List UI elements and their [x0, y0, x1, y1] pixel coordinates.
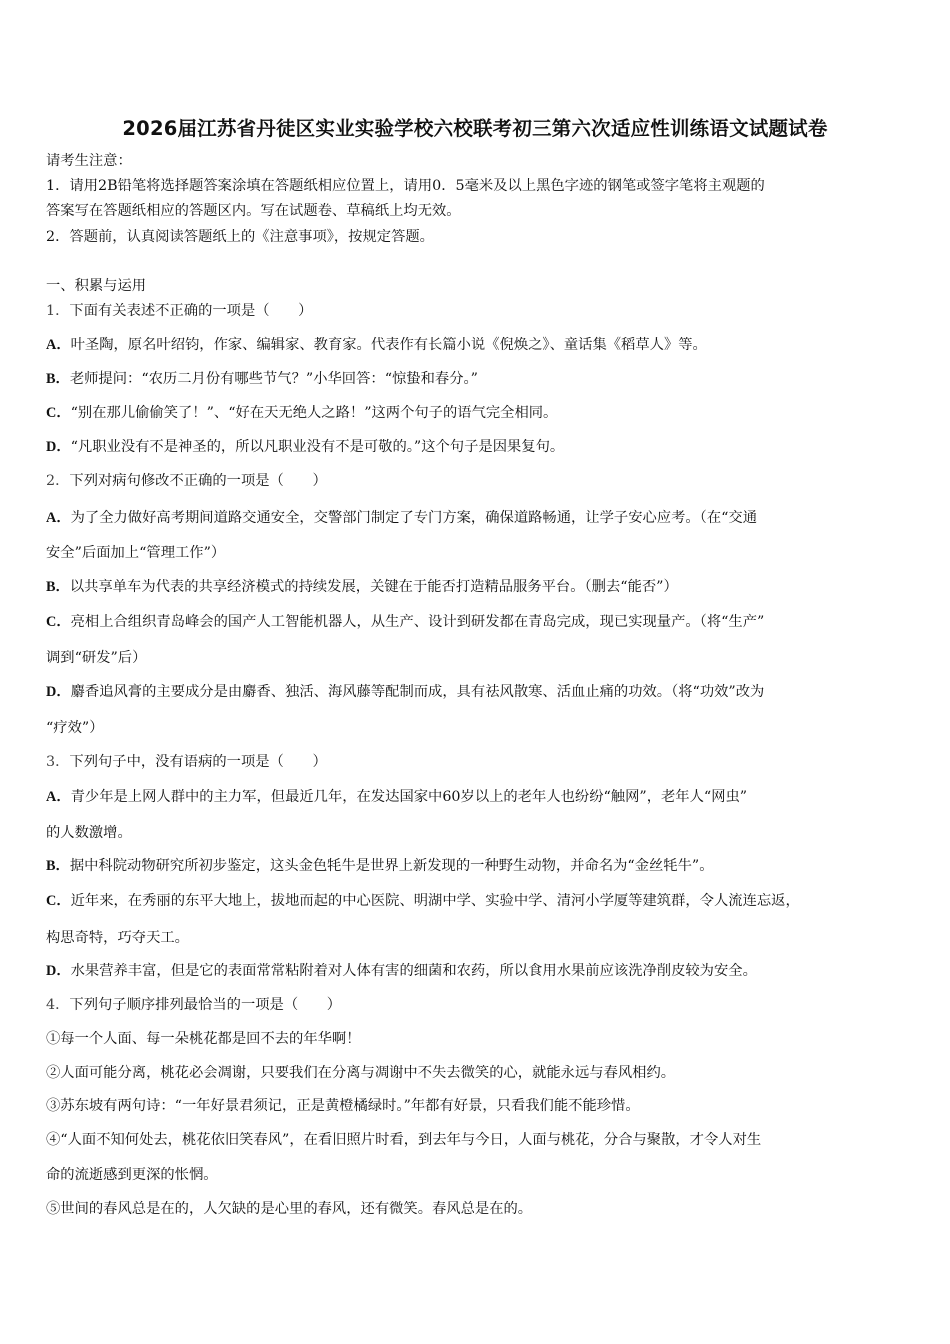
- option-text: 亮相上合组织青岛峰会的国产人工智能机器人，从生产、设计到研发都在青岛完成，现已实现量产。（将“生产”: [70, 614, 765, 630]
- q4-sentence-5: ⑤世间的春风总是在的，人欠缺的是心里的春风，还有微笑。春风总是在的。: [46, 1201, 533, 1217]
- question-number: 4．: [46, 997, 70, 1013]
- option-text: “凡职业没有不是神圣的，所以凡职业没有不是可敬的。”这个句子是因果复句。: [70, 439, 565, 455]
- option-letter: B．: [46, 371, 70, 387]
- option-letter: D．: [46, 684, 71, 700]
- q2-option-c-continued: 调到“研发”后）: [46, 650, 147, 666]
- question-text: 下列句子顺序排列最恰当的一项是（ ）: [69, 997, 342, 1013]
- option-text: “别在那儿偷偷笑了！”、“好在天无绝人之路！”这两个句子的语气完全相同。: [70, 405, 558, 421]
- question-text: 下面有关表述不正确的一项是（ ）: [69, 303, 313, 319]
- option-letter: C．: [46, 405, 71, 421]
- option-text: 据中科院动物研究所初步鉴定，这头金色牦牛是世界上新发现的一种野生动物，并命名为“金丝牦牛”。: [69, 858, 714, 874]
- option-letter: D．: [46, 963, 71, 979]
- q4-sentence-1: ①每一个人面、每一朵桃花都是回不去的年华啊！: [46, 1031, 361, 1047]
- option-text: 水果营养丰富，但是它的表面常常粘附着对人体有害的细菌和农药，所以食用水果前应该洗净削皮较为安全。: [70, 963, 757, 979]
- option-text: 以共享单车为代表的共享经济模式的持续发展，关键在于能否打造精品服务平台。（删去“能否”）: [69, 579, 678, 595]
- q2-option-a: [46, 508, 916, 528]
- q1-option-a: [46, 335, 916, 355]
- q2-option-d-continued: “疗效”）: [46, 720, 104, 736]
- q2-option-b: [46, 577, 916, 597]
- question-text: 下列句子中，没有语病的一项是（ ）: [69, 754, 327, 770]
- q3-option-d: [46, 961, 916, 981]
- q1-option-b: [46, 369, 916, 389]
- option-text: 近年来，在秀丽的东平大地上，拔地而起的中心医院、明湖中学、实验中学、清河小学厦等建筑群，令人流连忘返，: [70, 893, 800, 909]
- q4-sentence-3: ③苏东坡有两句诗：“一年好景君须记，正是黄橙橘绿时。”年都有好景，只看我们能不能珍惜。: [46, 1098, 640, 1114]
- q4-sentence-4: ④“人面不知何处去，桃花依旧笑春风”，在看旧照片时看，到去年与今日，人面与桃花，分合与聚散，才令人对生: [46, 1132, 762, 1148]
- option-letter: D．: [46, 439, 71, 455]
- q3-option-a: [46, 787, 916, 807]
- q2-option-a-continued: 安全”后面加上“管理工作”）: [46, 545, 226, 561]
- q4-sentence-2: ②人面可能分离，桃花必会凋谢，只要我们在分离与凋谢中不失去微笑的心，就能永远与春风相约。: [46, 1065, 676, 1081]
- q3-option-b: [46, 856, 916, 876]
- page-title: 2026届江苏省丹徒区实业实验学校六校联考初三第六次适应性训练语文试题试卷: [122, 117, 828, 140]
- option-text: 为了全力做好高考期间道路交通安全，交警部门制定了专门方案，确保道路畅通，让学子安心应考。（在“交通: [70, 510, 758, 526]
- q1-option-c: [46, 403, 916, 423]
- q3-option-c-continued: 构思奇特，巧夺天工。: [46, 930, 189, 946]
- q2-option-c: [46, 612, 916, 632]
- q4-sentence-4-continued: 命的流逝感到更深的怅惘。: [46, 1167, 218, 1183]
- q2-option-d: [46, 682, 916, 702]
- option-letter: B．: [46, 858, 70, 874]
- option-letter: A．: [46, 510, 71, 526]
- notice-line-3: 2．答题前，认真阅读答题纸上的《注意事项》，按规定答题。: [46, 229, 434, 245]
- option-text: 青少年是上网人群中的主力军，但最近几年，在发达国家中60岁以上的老年人也纷纷“触网”，老年人“网虫”: [70, 789, 748, 805]
- option-letter: C．: [46, 893, 71, 909]
- option-text: 老师提问：“农历二月份有哪些节气？”小华回答：“惊蛰和春分。”: [69, 371, 478, 387]
- option-letter: A．: [46, 789, 71, 805]
- question-number: 2．: [46, 473, 70, 489]
- q1-option-d: [46, 437, 916, 457]
- question-3-stem: [46, 752, 916, 772]
- notice-line-1: 1．请用2B铅笔将选择题答案涂填在答题纸相应位置上，请用0．5毫米及以上黑色字迹的钢笔或签字笔将主观题的: [46, 178, 765, 194]
- option-text: 麝香追风膏的主要成分是由麝香、独活、海风藤等配制而成，具有祛风散寒、活血止痛的功效。（将“功效”改为: [70, 684, 765, 700]
- option-letter: B．: [46, 579, 70, 595]
- option-text: 叶圣陶，原名叶绍钧，作家、编辑家、教育家。代表作有长篇小说《倪焕之》、童话集《稻草人》等。: [70, 337, 707, 353]
- notice-line-2: 答案写在答题纸相应的答题区内。写在试题卷、草稿纸上均无效。: [46, 203, 461, 219]
- question-1-stem: [46, 301, 916, 321]
- q3-option-a-continued: 的人数激增。: [46, 825, 132, 841]
- question-number: 3．: [46, 754, 70, 770]
- question-2-stem: [46, 471, 916, 491]
- section-heading: 一、积累与运用: [46, 278, 147, 294]
- notice-heading: 请考生注意：: [46, 153, 132, 169]
- question-text: 下列对病句修改不正确的一项是（ ）: [69, 473, 327, 489]
- option-letter: C．: [46, 614, 71, 630]
- q3-option-c: [46, 891, 916, 911]
- question-number: 1．: [46, 303, 70, 319]
- option-letter: A．: [46, 337, 71, 353]
- question-4-stem: [46, 995, 916, 1015]
